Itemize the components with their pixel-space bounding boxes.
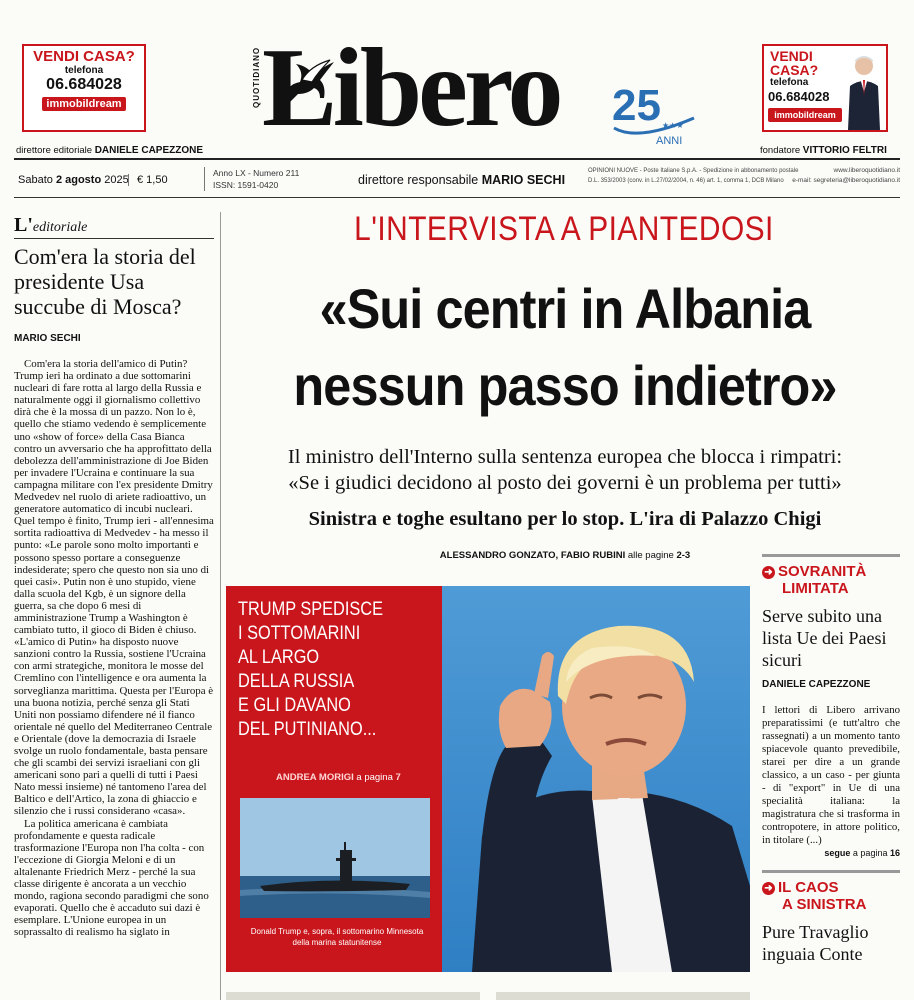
arrow-right-icon: ➜: [762, 566, 775, 579]
editorial-label: L'editoriale: [14, 214, 214, 239]
section-header-sovranita: ➜ SOVRANITÀ LIMITATA: [762, 554, 900, 597]
issue-price: € 1,50: [128, 174, 168, 186]
photo-caption: Donald Trump e, sopra, il sottomarino Minnesota della marina statunitense: [250, 927, 424, 947]
editorial-column: [14, 214, 214, 939]
ad-title: VENDI CASA?: [770, 48, 819, 78]
bottom-teaser-box: [496, 992, 750, 1000]
ad-vendi-casa-right[interactable]: [762, 44, 888, 132]
ad-call-label: telefona: [64, 65, 104, 76]
founder: fondatore VITTORIO FELTRI: [760, 145, 887, 156]
anniversary-number: 25: [612, 81, 661, 130]
ad-phone: 06.684028: [768, 89, 830, 104]
masthead-quotidiano: QUOTIDIANO: [252, 46, 261, 108]
right-article-title[interactable]: Serve subito una lista Ue dei Paesi sicuri: [762, 606, 887, 670]
main-kicker: L'INTERVISTA A PIANTEDOSI: [354, 210, 774, 248]
right-article-author: DANIELE CAPEZZONE: [762, 679, 871, 690]
submarine-photo: [240, 798, 430, 918]
trump-story-box[interactable]: [226, 586, 442, 972]
section-header-caos: ➜ IL CAOS A SINISTRA: [762, 870, 900, 913]
infobar-rule: [14, 197, 900, 198]
ad-brand: immobildream: [768, 108, 842, 122]
main-subdeck: Sinistra e toghe esultano per lo stop. L'ira di Palazzo Chigi: [308, 508, 822, 530]
masthead-logo[interactable]: Libero: [262, 26, 560, 150]
main-headline[interactable]: «Sui centri in Albania nessun passo indietro»: [293, 277, 837, 417]
ad-call-label: telefona: [770, 77, 809, 88]
info-bar: [14, 162, 900, 196]
responsible-director: direttore responsabile MARIO SECHI: [358, 173, 566, 187]
ad-man-photo: [844, 52, 882, 130]
editorial-body: [14, 358, 214, 939]
main-deck: Il ministro dell'Interno sulla sentenza europea che blocca i rimpatri: «Se i giudici decidono al posto dei governi è un problema per tutti»: [287, 446, 843, 494]
continue-link[interactable]: segue a pagina 16: [824, 848, 900, 858]
right-column: [762, 554, 900, 965]
trump-photo: [442, 586, 750, 972]
editorial-title[interactable]: Com'era la storia del presidente Usa succube di Mosca?: [14, 244, 196, 319]
main-byline: ALESSANDRO GONZATO, FABIO RUBINI alle pagine 2-3: [439, 550, 691, 561]
ad-phone: 06.684028: [46, 76, 122, 93]
svg-text:★★★: ★★★: [662, 121, 684, 130]
editorial-director: direttore editoriale DANIELE CAPEZZONE: [16, 145, 204, 156]
issue-number: Anno LX - Numero 211 ISSN: 1591-0420: [204, 167, 299, 191]
bottom-teaser-box: [226, 992, 480, 1000]
editorial-author: MARIO SECHI: [14, 333, 81, 344]
ad-brand: immobildream: [42, 97, 126, 111]
right-article-body: I lettori di Libero arrivano preparatissimi (e tutt'altro che rassegnati) a un momento tanto spiacevole quanto prevedibile, starei per dire a un grande classico, a un caso - per giunta - di "export" in Ue di una specialità italiana: la magistratura che si trasforma in contropotere, in attore politico, in titolare (...): [762, 704, 900, 846]
legal-notice: OPINIONI NUOVE - Poste Italiane S.p.A. - Spedizione in abbonamento postale D.L. 353/2003 (conv. in L.27/02/2004, n. 46) art. 1, comma 1, DCB Milano: [588, 168, 799, 184]
ad-vendi-casa-left[interactable]: [22, 44, 146, 132]
editorial-paragraph: Com'era la storia dell'amico di Putin? Trump ieri ha ordinato a due sottomarini nucleari di fare rotta al largo della Russia e naturalmente oggi il giornalismo collettivo dirà che è la mossa di un pazzo. Non lo è, quello che stiamo vedendo è semplicemente uno «show of force» della Casa Bianca contro un avversario che ha approfittato della debolezza dell'amministrazione di Joe Biden per invadere l'Ucraina e continuare la sua campagna militare con l'ex presidente Dmitry Medvedev nel ruolo di ariete radioattivo, un generatore automatico di incubi nucleari. Quel tempo è finito, Trump ieri - all'ennesima sortita radioattiva di Medvedev - ha messo il punto: «Le parole sono molto importanti e possono spesso portare a conseguenze indesiderate; spero che questo non sia uno di quei casi». Putin non è uno stupido, viene dalla scuola del Kgb, è un signore della guerra, sa che dopo 6 mesi di amministrazione Trump a Washington è cambiato tutto, il gioco di Biden è chiuso. «L'amico di Putin» ha disposto nuove sanzioni contro la Russia, sostiene l'Ucraina con armi strategiche, monitora le mosse del Cremlino con l'intelligence e ora aumenta la sorveglianza marittima. Questa per l'Europa è una buona notizia, perché senza gli Stati Uniti non possiamo difendere né il fianco orientale né quello del Mediterraneo Centrale e Orientale (dove la democrazia di Israele svolge un ruolo fondamentale, basta pensare che gli scambi dei servizi israeliani con gli americani sono pari a quelli di tutti i Paesi Nato messi insieme) né tantomeno l'area del Baltico e dell'Artico, la zona di ghiaccio e silenzio che i russi considerano «casa».: [14, 358, 214, 818]
issue-date: Sabato 2 agosto 2025: [18, 174, 129, 186]
ad-title: VENDI CASA?: [33, 48, 135, 65]
trump-byline: ANDREA MORIGI a pagina 7: [276, 772, 401, 783]
arrow-right-icon: ➜: [762, 882, 775, 895]
column-divider: [220, 212, 221, 1000]
masthead-rule: [14, 158, 900, 160]
right-article-title-2[interactable]: Pure Travaglio inguaia Conte: [762, 922, 869, 964]
editorial-paragraph: La politica americana è cambiata profondamente e questa radicale trasformazione l'Europa non l'ha colta - con l'eccezione di Giorgia Meloni e di un altalenante Friedrich Merz - perché la sua classe dirigente è ancorata a un vecchio mondo, ragiona secondo paradigmi che sono evaporati. Quello che è accaduto sui dazi è esemplare. L'Unione europea in un soprassalto di realismo ha siglato in: [14, 817, 209, 939]
anniversary-label: ANNI: [656, 135, 683, 147]
anniversary-badge: [608, 78, 700, 148]
contact-info: www.liberoquotidiano.it e-mail: segreteria@liberoquotidiano.it: [792, 167, 900, 184]
trump-headline: TRUMP SPEDISCE I SOTTOMARINI AL LARGO DELLA RUSSIA E GLI DAVANO DEL PUTINIANO...: [238, 599, 383, 740]
